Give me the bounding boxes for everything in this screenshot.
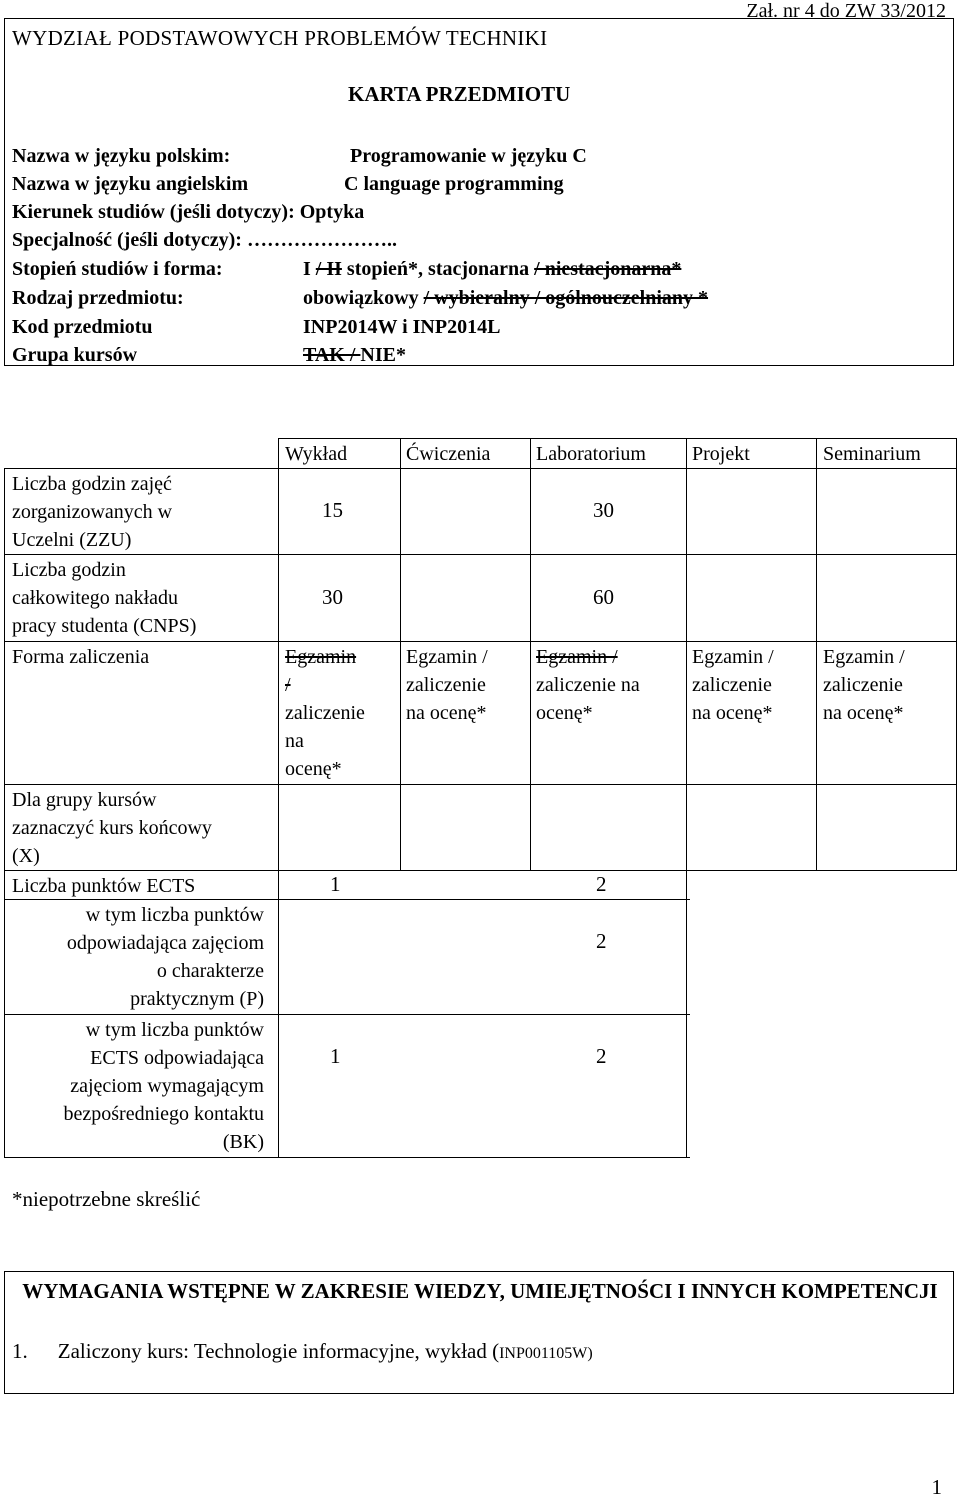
course-type-label: Rodzaj przedmiotu: (12, 287, 184, 309)
requirement-item: 1. Zaliczony kurs: Technologie informacyjne, wykład (INP001105W) (12, 1339, 593, 1363)
course-code-label: Kod przedmiotu (12, 316, 153, 338)
name-en-value: C language programming (344, 173, 564, 195)
form-seminar: Egzamin / zaliczenie na ocenę* (823, 646, 905, 724)
form-lab: Egzamin / zaliczenie na ocenę* (536, 646, 640, 724)
page-number: 1 (931, 1475, 942, 1499)
ects-label: Liczba punktów ECTS (12, 875, 196, 897)
zzu-lecture: 15 (322, 498, 343, 522)
ects-lab: 2 (596, 872, 607, 896)
course-group-label: Grupa kursów (12, 344, 138, 366)
course-type-value: obowiązkowy / wybieralny / ogólnouczelniany * (303, 287, 709, 309)
final-course-label: Dla grupy kursów zaznaczyć kurs końcowy (X) (12, 789, 212, 867)
header-seminar: Seminarium (823, 443, 921, 465)
field-of-study: Kierunek studiów (jeśli dotyczy): Optyka (12, 201, 365, 223)
header-exercises: Ćwiczenia (406, 443, 491, 465)
attachment-note: Zał. nr 4 do ZW 33/2012 (746, 0, 946, 22)
requirements-heading: WYMAGANIA WSTĘPNE W ZAKRESIE WIEDZY, UMIEJĘTNOŚCI I INNYCH KOMPETENCJI (22, 1279, 938, 1303)
form-project: Egzamin / zaliczenie na ocenę* (692, 646, 774, 724)
degree-label: Stopień studiów i forma: (12, 258, 223, 280)
name-en-label: Nazwa w języku angielskim (12, 173, 249, 195)
name-pl-value: Programowanie w języku C (350, 145, 587, 167)
bk-ects-lecture: 1 (330, 1044, 341, 1068)
name-pl-label: Nazwa w języku polskim: (12, 145, 231, 167)
zzu-label: Liczba godzin zajęć zorganizowanych w Uczelni (ZZU) (12, 473, 173, 551)
specialty: Specjalność (jeśli dotyczy): ………………….. (12, 229, 397, 251)
cnps-label: Liczba godzin całkowitego nakładu pracy studenta (CNPS) (12, 559, 197, 637)
form-exercises: Egzamin / zaliczenie na ocenę* (406, 646, 488, 724)
cnps-lab: 60 (593, 585, 614, 609)
course-code-value: INP2014W i INP2014L (303, 316, 501, 338)
practical-ects-lab: 2 (596, 929, 607, 953)
header-project: Projekt (692, 443, 750, 465)
faculty-name: WYDZIAŁ PODSTAWOWYCH PROBLEMÓW TECHNIKI (12, 26, 548, 50)
ects-lecture: 1 (330, 872, 341, 896)
zzu-lab: 30 (593, 498, 614, 522)
card-title: KARTA PRZEDMIOTU (348, 82, 571, 106)
bk-ects-label: w tym liczba punktów ECTS odpowiadająca zajęciom wymagającym bezpośredniego kontaktu (BK) (63, 1019, 264, 1153)
header-laboratory: Laboratorium (536, 443, 646, 465)
degree-value: I / II stopień*, stacjonarna / niestacjonarna* (303, 258, 682, 280)
form-lecture: Egzamin / zaliczenie na ocenę* (285, 646, 365, 780)
footnote: *niepotrzebne skreślić (12, 1187, 201, 1211)
bk-ects-lab: 2 (596, 1044, 607, 1068)
practical-ects-label: w tym liczba punktów odpowiadająca zajęciom o charakterze praktycznym (P) (66, 904, 264, 1010)
header-lecture: Wykład (285, 443, 348, 465)
form-label: Forma zaliczenia (12, 646, 150, 668)
cnps-lecture: 30 (322, 585, 343, 609)
course-group-value: TAK / NIE* (303, 344, 406, 366)
